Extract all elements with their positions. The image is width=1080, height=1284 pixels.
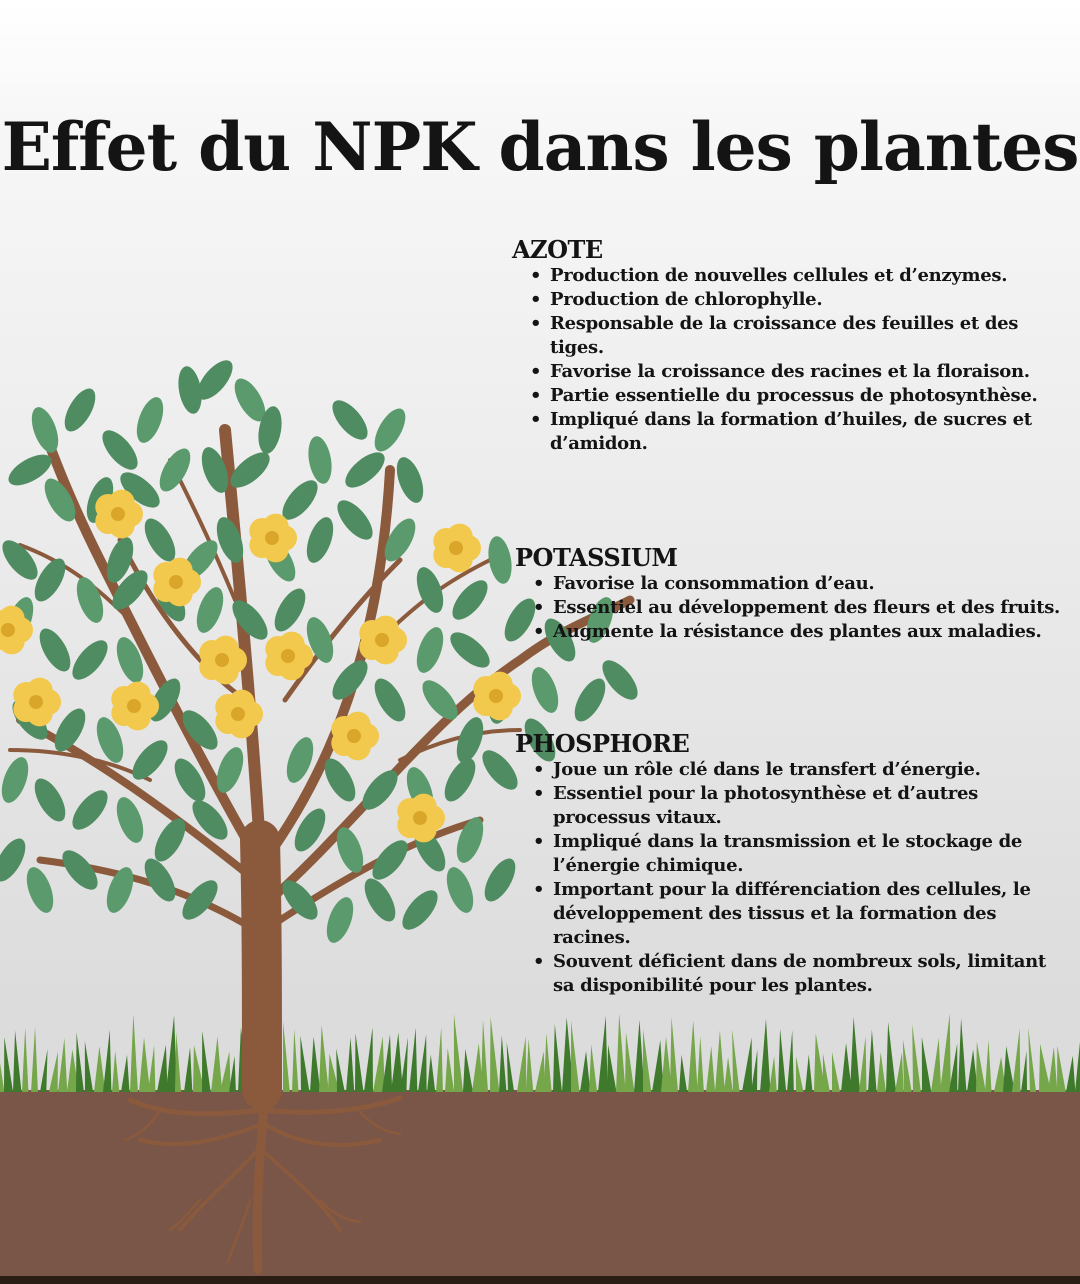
- grass-blade: [580, 1051, 590, 1092]
- list-item: • Souvent déficient dans de nombreux sols, limitant sa disponibilité pour les plantes.: [553, 950, 1050, 998]
- grass-blade: [976, 1041, 986, 1092]
- grass-blade: [103, 1030, 111, 1092]
- grass-blade: [22, 1027, 28, 1092]
- grass-blade: [553, 1024, 562, 1092]
- grass-blade: [778, 1029, 786, 1092]
- flower: [433, 524, 481, 573]
- grass-blade: [931, 1038, 941, 1092]
- grass-blade: [184, 1047, 192, 1092]
- list-item: • Impliqué dans la formation d’huiles, de sucres et d’amidon.: [550, 408, 1052, 456]
- grass-blade: [697, 1036, 704, 1092]
- grass-blade: [336, 1049, 345, 1092]
- leaf: [111, 794, 148, 847]
- leaf: [226, 595, 274, 646]
- leaf: [526, 664, 563, 717]
- section-phosphore: [515, 730, 1050, 998]
- soil: [0, 1090, 1080, 1284]
- grass-blade: [859, 1036, 867, 1092]
- grass-blade: [319, 1025, 329, 1092]
- grass-blade: [706, 1046, 715, 1092]
- grass-blade: [877, 1052, 886, 1092]
- list-item: • Joue un rôle clé dans le transfert d’énergie.: [553, 758, 1050, 782]
- grass-blade: [751, 1049, 757, 1092]
- grass-blade: [643, 1030, 651, 1092]
- grass-blade: [220, 1051, 231, 1092]
- grass-blade: [283, 1021, 290, 1092]
- leaf: [321, 894, 358, 947]
- grass-blade: [400, 1037, 408, 1092]
- grass-blade: [85, 1041, 93, 1092]
- grass-blade: [742, 1038, 752, 1092]
- grass-blade: [292, 1029, 299, 1092]
- leaf: [301, 514, 338, 567]
- phosphore-list: [515, 758, 1050, 998]
- bottom-bar: [0, 1276, 1080, 1284]
- potassium-list: [515, 572, 1065, 644]
- grass-blade: [355, 1033, 364, 1092]
- grass-blade: [985, 1040, 992, 1092]
- leaf: [568, 674, 611, 727]
- leaf: [441, 864, 478, 917]
- grass-blade: [679, 1055, 687, 1092]
- grass-blade: [13, 1030, 21, 1092]
- leaf: [331, 495, 379, 546]
- grass-blade: [544, 1033, 552, 1092]
- grass-blade: [598, 1016, 608, 1092]
- leaf: [0, 754, 34, 807]
- grass-blade: [112, 1051, 119, 1092]
- leaf: [33, 624, 76, 677]
- grass-blade: [94, 1046, 105, 1092]
- leaf: [445, 626, 496, 674]
- grass-blade: [445, 1048, 454, 1092]
- grass-blade: [175, 1032, 181, 1092]
- grass-blade: [364, 1027, 373, 1092]
- grass-blade: [499, 1035, 507, 1092]
- grass-blade: [211, 1036, 222, 1092]
- grass-blade: [157, 1045, 168, 1092]
- list-item: • Important pour la différenciation des cellules, le développement des tissus et la formation des racines.: [553, 878, 1050, 950]
- grass: [0, 1014, 1080, 1092]
- grass-blade: [121, 1055, 129, 1092]
- grass-blade: [4, 1037, 13, 1092]
- grass-blade: [805, 1054, 813, 1092]
- leaf: [596, 655, 644, 706]
- list-item: • Responsable de la croissance des feuilles et des tiges.: [550, 312, 1052, 360]
- leaf: [485, 534, 515, 585]
- grass-blade: [1048, 1047, 1057, 1092]
- grass-blade: [940, 1014, 951, 1092]
- grass-blade: [760, 1019, 771, 1092]
- grass-blade: [616, 1014, 626, 1092]
- list-item: • Partie essentielle du processus de photosynthèse.: [550, 384, 1052, 408]
- list-item: • Production de chlorophylle.: [550, 288, 1052, 312]
- list-item: • Impliqué dans la transmission et le stockage de l’énergie chimique.: [553, 830, 1050, 878]
- list-item: • Augmente la résistance des plantes aux maladies.: [553, 620, 1065, 644]
- grass-blade: [1028, 1028, 1036, 1092]
- leaf: [28, 774, 71, 827]
- grass-blade: [139, 1037, 150, 1092]
- grass-blade: [463, 1049, 473, 1092]
- leaf: [340, 446, 391, 494]
- list-item: • Production de nouvelles cellules et d’enzymes.: [550, 264, 1052, 288]
- grass-blade: [1075, 1014, 1080, 1092]
- leaf: [21, 864, 58, 917]
- grass-blade: [1012, 1028, 1020, 1092]
- leaf: [66, 635, 114, 686]
- grass-blade: [912, 1024, 921, 1092]
- grass-blade: [31, 1027, 38, 1092]
- grass-blade: [1066, 1056, 1075, 1092]
- flower: [13, 678, 61, 727]
- grass-blade: [454, 1014, 463, 1092]
- grass-blade: [148, 1045, 155, 1092]
- leaf: [96, 425, 144, 476]
- grass-blade: [625, 1032, 634, 1092]
- grass-blade: [76, 1032, 84, 1092]
- flower: [473, 672, 521, 721]
- grass-blade: [823, 1053, 830, 1092]
- section-heading-azote: AZOTE: [512, 235, 603, 264]
- section-heading-potassium: POTASSIUM: [515, 543, 678, 572]
- grass-blade: [832, 1052, 840, 1092]
- page-title: Effet du NPK dans les plantes: [1, 108, 1079, 186]
- leaf: [0, 834, 32, 887]
- grass-blade: [409, 1028, 417, 1092]
- grass-blade: [202, 1031, 211, 1092]
- grass-blade: [787, 1030, 794, 1092]
- grass-blade: [886, 1022, 896, 1092]
- section-heading-phosphore: PHOSPHORE: [515, 729, 690, 758]
- grass-blade: [1021, 1051, 1027, 1092]
- grass-blade: [1057, 1046, 1066, 1092]
- grass-blade: [958, 1018, 966, 1092]
- leaf: [268, 584, 311, 637]
- grass-blade: [310, 1037, 320, 1092]
- leaf: [368, 404, 411, 457]
- grass-blade: [526, 1039, 533, 1092]
- leaf: [391, 454, 428, 507]
- leaf: [305, 434, 335, 485]
- grass-blade: [535, 1051, 545, 1092]
- leaf: [66, 785, 114, 836]
- leaf: [28, 554, 71, 607]
- list-item: • Essentiel pour la photosynthèse et d’autres processus vitaux.: [553, 782, 1050, 830]
- leaf: [411, 624, 448, 677]
- grass-blade: [0, 1035, 4, 1092]
- grass-blade: [373, 1036, 385, 1092]
- leaf: [153, 444, 196, 497]
- grass-blade: [634, 1020, 644, 1092]
- grass-blade: [130, 1014, 138, 1092]
- grass-blade: [670, 1017, 678, 1092]
- grass-blade: [607, 1045, 617, 1092]
- grass-blade: [418, 1034, 427, 1092]
- grass-blade: [922, 1037, 931, 1092]
- leaf: [368, 674, 411, 727]
- grass-blade: [732, 1029, 739, 1092]
- grass-blade: [436, 1027, 443, 1092]
- grass-blade: [895, 1052, 904, 1092]
- list-item: • Favorise la croissance des racines et la floraison.: [550, 360, 1052, 384]
- grass-blade: [517, 1036, 526, 1092]
- grass-blade: [688, 1020, 698, 1092]
- grass-blade: [841, 1043, 852, 1092]
- grass-blade: [769, 1056, 777, 1092]
- grass-blade: [589, 1045, 597, 1092]
- leaf: [366, 835, 414, 886]
- grass-blade: [427, 1055, 435, 1092]
- section-potassium: [515, 544, 1065, 644]
- grass-blade: [58, 1038, 67, 1092]
- grass-blade: [490, 1017, 499, 1092]
- section-azote: [512, 236, 1052, 456]
- azote-list: [512, 264, 1052, 456]
- grass-blade: [40, 1049, 48, 1092]
- leaf: [71, 574, 108, 627]
- flower: [331, 712, 379, 761]
- grass-blade: [868, 1029, 877, 1092]
- leaf: [58, 384, 101, 437]
- grass-blade: [715, 1031, 725, 1092]
- grass-blade: [571, 1021, 579, 1092]
- list-item: • Essentiel au développement des fleurs et des fruits.: [553, 596, 1065, 620]
- grass-blade: [850, 1017, 860, 1092]
- grass-blade: [300, 1035, 309, 1092]
- leaf: [191, 584, 228, 637]
- leaf: [326, 395, 374, 446]
- flower: [111, 682, 159, 731]
- grass-blade: [346, 1037, 354, 1092]
- leaf: [396, 885, 444, 936]
- grass-blade: [724, 1057, 733, 1092]
- grass-blade: [481, 1020, 488, 1092]
- list-item: • Favorise la consommation d’eau.: [553, 572, 1065, 596]
- leaf: [131, 394, 168, 447]
- leaf: [416, 675, 464, 726]
- leaf: [138, 514, 181, 567]
- grass-blade: [796, 1056, 804, 1092]
- leaf: [176, 875, 224, 926]
- grass-blade: [49, 1052, 58, 1092]
- leaf: [438, 754, 481, 807]
- grass-blade: [507, 1042, 514, 1092]
- leaf: [26, 404, 63, 457]
- leaf: [0, 535, 44, 586]
- leaf: [358, 874, 401, 927]
- grass-blade: [903, 1039, 912, 1092]
- grass-blade: [391, 1032, 403, 1092]
